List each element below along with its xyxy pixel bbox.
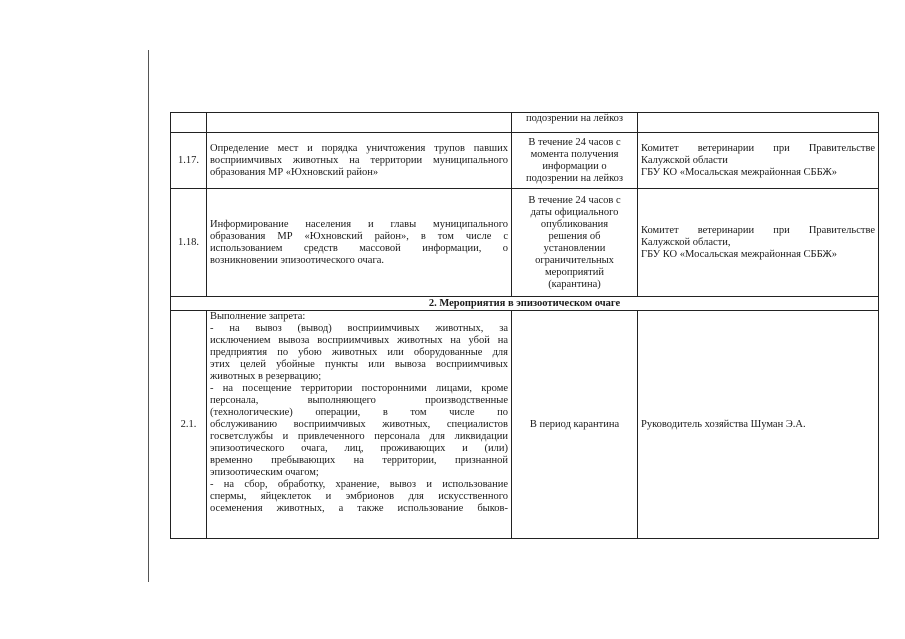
desc-line: спермы, яйцеклеток и эмбрионов для искусственного: [210, 491, 508, 502]
table-row: [171, 113, 879, 133]
measures-table: [170, 112, 879, 539]
resp-line: ГБУ КО «Мосальская межрайонная СББЖ»: [641, 166, 838, 178]
row-number: [171, 113, 207, 133]
section-title: [171, 297, 879, 311]
desc-line: временно пребывающих на территории, признанной: [210, 455, 508, 466]
desc-line: исключением вывоза восприимчивых животных на убой на: [210, 335, 508, 346]
desc-line: персонала, выполняющего производственные: [210, 395, 508, 406]
row-deadline: [512, 113, 638, 133]
desc-line: - на вывоз (вывод) восприимчивых животных, за: [210, 323, 508, 334]
resp-line: Калужской области: [641, 154, 728, 166]
deadline-text: В период карантина: [529, 418, 620, 430]
deadline-line: решения об: [548, 230, 601, 242]
desc-line: животных в резервацию;: [210, 371, 322, 382]
page-margin-line: [148, 50, 149, 582]
row-deadline: [512, 133, 638, 189]
resp-line: Комитет ветеринарии при Правительстве: [641, 142, 875, 154]
desc-line: Выполнение запрета:: [210, 311, 306, 322]
row-number-text: 1.18.: [178, 236, 199, 248]
row-deadline: [512, 311, 638, 539]
row-description: [207, 113, 512, 133]
deadline-line: даты официального: [530, 206, 619, 218]
desc-line: образования МР «Юхновский район»: [210, 166, 379, 178]
deadline-line: В течение 24 часов с: [528, 136, 621, 148]
resp-text: Руководитель хозяйства Шуман Э.А.: [641, 418, 806, 430]
deadline-line: мероприятий: [545, 266, 604, 278]
row-deadline: [512, 189, 638, 297]
desc-line: осеменения животных, а также использование быков-: [210, 503, 508, 514]
row-description: [207, 189, 512, 297]
section-title-text: 2. Мероприятия в эпизоотическом очаге: [428, 297, 621, 309]
row-number-text: 2.1.: [180, 418, 197, 430]
desc-line: этих целей убойные пункты или вывоза восприимчивых: [210, 359, 508, 370]
deadline-line: установлении: [543, 242, 606, 254]
table-row: [171, 133, 879, 189]
row-number-text: 1.17.: [178, 154, 199, 166]
desc-line: восприимчивых животных на территории муниципального: [210, 154, 508, 166]
desc-line: обслуживанию восприимчивых животных, специалистов: [210, 419, 508, 430]
deadline-text: подозрении на лейкоз: [525, 113, 624, 124]
row-description: [207, 133, 512, 189]
desc-line: эпизоотическим очагом;: [210, 467, 319, 478]
table-row: [171, 311, 879, 539]
row-number: [171, 133, 207, 189]
row-number: [171, 311, 207, 539]
row-responsible: [638, 113, 879, 133]
desc-line: (технологические) операции, в том числе по: [210, 407, 508, 418]
desc-line: предприятия по убою животных или оборудованные для: [210, 347, 508, 358]
deadline-line: подозрении на лейкоз: [525, 172, 624, 184]
resp-line: ГБУ КО «Мосальская межрайонная СББЖ»: [641, 248, 838, 260]
deadline-line: ограничительных: [535, 254, 614, 266]
deadline-line: В течение 24 часов с: [528, 194, 621, 206]
desc-line: эпизоотического очага, лиц, проживающих и (или): [210, 443, 508, 454]
row-responsible: [638, 311, 879, 539]
deadline-line: опубликования: [540, 218, 609, 230]
deadline-line: информации о: [542, 160, 607, 172]
resp-line: Калужской области,: [641, 236, 731, 248]
desc-line: госветслужбы и привлеченного персонала для ликвидации: [210, 431, 508, 442]
desc-line: образования МР «Юхновский район», в том числе с: [210, 230, 508, 242]
deadline-line: (карантина): [548, 278, 601, 290]
desc-line: - на сбор, обработку, хранение, вывоз и использование: [210, 479, 508, 490]
desc-line: - на посещение территории посторонними лицами, кроме: [210, 383, 508, 394]
desc-line: возникновении эпизоотического очага.: [210, 254, 385, 266]
row-responsible: [638, 133, 879, 189]
resp-line: Комитет ветеринарии при Правительстве: [641, 224, 875, 236]
desc-line: Информирование населения и главы муниципального: [210, 218, 508, 230]
row-responsible: [638, 189, 879, 297]
desc-line: использованием средств массовой информации, о: [210, 242, 508, 254]
desc-line: Определение мест и порядка уничтожения трупов павших: [210, 142, 508, 154]
table-row: [171, 189, 879, 297]
row-number: [171, 189, 207, 297]
row-description: [207, 311, 512, 539]
section-header-row: [171, 297, 879, 311]
deadline-line: момента получения: [530, 148, 619, 160]
